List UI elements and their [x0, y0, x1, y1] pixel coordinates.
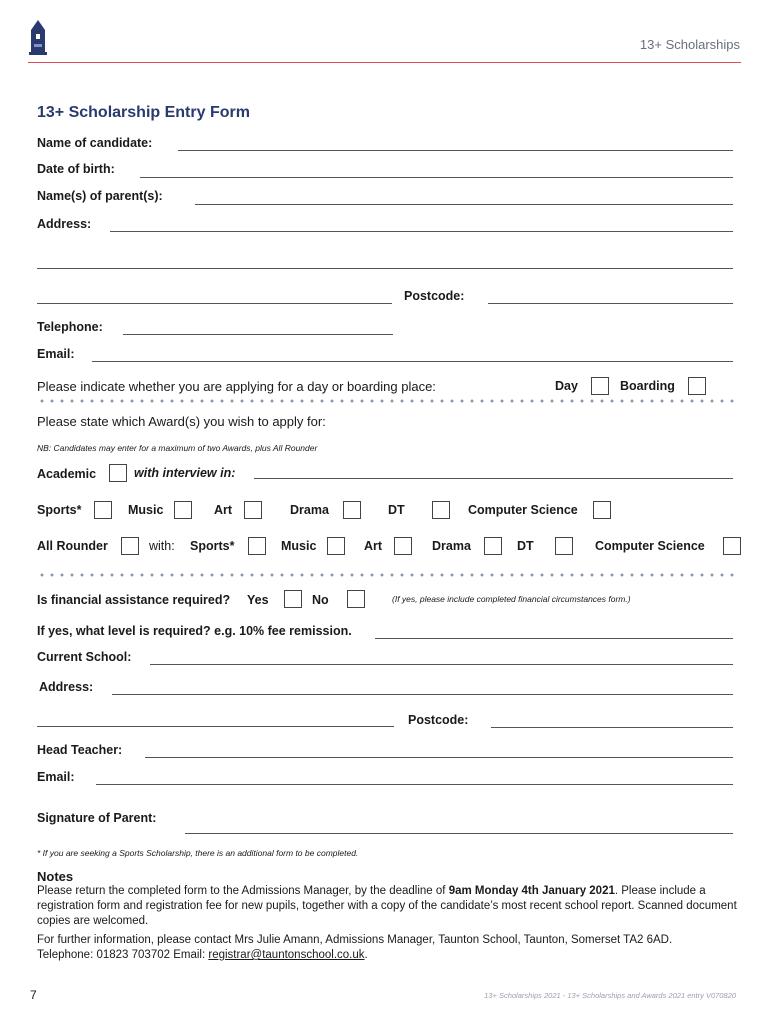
school-address-field-line-2[interactable] — [37, 726, 394, 727]
email-label: Email: — [37, 347, 75, 361]
address-field-line-2[interactable] — [37, 268, 733, 269]
address-field-line-1[interactable] — [110, 231, 733, 232]
head-teacher-field[interactable] — [145, 757, 733, 758]
ar-dt-checkbox[interactable] — [555, 537, 573, 555]
financial-yes-checkbox[interactable] — [284, 590, 302, 608]
place-question: Please indicate whether you are applying for a day or boarding place: — [37, 379, 436, 394]
telephone-field[interactable] — [123, 334, 393, 335]
page-number: 7 — [30, 988, 37, 1002]
award-dt-checkbox[interactable] — [432, 501, 450, 519]
ar-computer-science-label: Computer Science — [595, 539, 705, 553]
school-postcode-label: Postcode: — [408, 713, 469, 727]
registrar-email-link[interactable]: registrar@tauntonschool.co.uk — [208, 949, 365, 961]
interview-field[interactable] — [254, 478, 733, 479]
financial-no-checkbox[interactable] — [347, 590, 365, 608]
academic-checkbox[interactable] — [109, 464, 127, 482]
award-music-checkbox[interactable] — [174, 501, 192, 519]
day-checkbox[interactable] — [591, 377, 609, 395]
dotted-divider — [37, 399, 735, 403]
school-email-label: Email: — [37, 770, 75, 784]
fee-level-label: If yes, what level is required? e.g. 10% fee remission. — [37, 624, 352, 638]
ar-music-label: Music — [281, 539, 317, 553]
ar-dt-label: DT — [517, 539, 534, 553]
day-label: Day — [555, 379, 578, 393]
ar-art-checkbox[interactable] — [394, 537, 412, 555]
fee-level-field[interactable] — [375, 638, 733, 639]
school-email-field[interactable] — [96, 784, 733, 785]
awards-note: NB: Candidates may enter for a maximum of two Awards, plus All Rounder — [37, 443, 318, 453]
all-rounder-with-label: with: — [149, 539, 175, 553]
financial-question: Is financial assistance required? — [37, 593, 231, 607]
dob-field[interactable] — [140, 177, 733, 178]
ar-computer-science-checkbox[interactable] — [723, 537, 741, 555]
award-music-label: Music — [128, 503, 164, 517]
financial-no-label: No — [312, 593, 329, 607]
school-postcode-field[interactable] — [491, 727, 733, 728]
parents-label: Name(s) of parent(s): — [37, 189, 163, 203]
address-label: Address: — [37, 217, 92, 231]
academic-label: Academic — [37, 467, 97, 481]
notes-paragraph-1 — [37, 884, 737, 929]
tower-crest-icon — [28, 20, 48, 56]
email-field[interactable] — [92, 361, 733, 362]
financial-yes-label: Yes — [247, 593, 269, 607]
school-logo — [28, 20, 48, 56]
footer-doc-ref: 13+ Scholarships 2021 - 13+ Scholarships and Awards 2021 entry V070820 — [484, 991, 736, 1000]
sports-note: * If you are seeking a Sports Scholarship, there is an additional form to be completed. — [37, 848, 359, 858]
candidate-name-label: Name of candidate: — [37, 136, 153, 150]
current-school-label: Current School: — [37, 650, 132, 664]
award-drama-checkbox[interactable] — [343, 501, 361, 519]
form-title: 13+ Scholarship Entry Form — [37, 104, 250, 121]
all-rounder-checkbox[interactable] — [121, 537, 139, 555]
candidate-name-field[interactable] — [178, 150, 733, 151]
ar-drama-label: Drama — [432, 539, 471, 553]
financial-note: (If yes, please include completed financial circumstances form.) — [392, 594, 631, 604]
parents-field[interactable] — [195, 204, 733, 205]
notes-phone-text: Telephone: 01823 703702 Email: — [37, 949, 209, 961]
telephone-label: Telephone: — [37, 320, 103, 334]
school-address-label: Address: — [39, 680, 94, 694]
notes-heading: Notes — [37, 869, 74, 884]
postcode-label: Postcode: — [404, 289, 465, 303]
notes-p1-text: Please return the completed form to the Admissions Manager, by the deadline of — [37, 885, 449, 897]
current-school-field[interactable] — [150, 664, 733, 665]
notes-p1-rest: . Please include a registration form and registration fee for new pupils, together with a copy of the candidate’s most recent school report. Scanned document copies are welcomed. — [37, 885, 737, 927]
notes-contact-line: For further information, please contact Mrs Julie Amann, Admissions Manager, Taunton School, Taunton, Somerset TA2 6AD. — [37, 934, 673, 946]
award-dt-label: DT — [388, 503, 405, 517]
ar-sports-checkbox[interactable] — [248, 537, 266, 555]
header-section-title: 13+ Scholarships — [639, 37, 740, 52]
award-computer-science-checkbox[interactable] — [593, 501, 611, 519]
award-art-checkbox[interactable] — [244, 501, 262, 519]
dob-label: Date of birth: — [37, 162, 115, 176]
dotted-divider-2 — [37, 573, 735, 577]
boarding-checkbox[interactable] — [688, 377, 706, 395]
notes-deadline: 9am Monday 4th January 2021 — [448, 885, 615, 897]
interview-label: with interview in: — [134, 466, 236, 480]
postcode-field[interactable] — [488, 303, 733, 304]
ar-art-label: Art — [364, 539, 383, 553]
notes-phone-end: . — [364, 949, 368, 961]
boarding-label: Boarding — [620, 379, 675, 393]
award-art-label: Art — [214, 503, 233, 517]
ar-music-checkbox[interactable] — [327, 537, 345, 555]
signature-field[interactable] — [185, 833, 733, 834]
award-computer-science-label: Computer Science — [468, 503, 578, 517]
signature-label: Signature of Parent: — [37, 811, 157, 825]
awards-question: Please state which Award(s) you wish to apply for: — [37, 414, 326, 429]
school-address-field[interactable] — [112, 694, 733, 695]
notes-paragraph-2 — [37, 933, 737, 963]
address-field-line-3[interactable] — [37, 303, 392, 304]
notes-phone-line — [37, 948, 737, 963]
award-drama-label: Drama — [290, 503, 329, 517]
award-sports-checkbox[interactable] — [94, 501, 112, 519]
all-rounder-label: All Rounder — [37, 539, 108, 553]
award-sports-label: Sports* — [37, 503, 82, 517]
ar-drama-checkbox[interactable] — [484, 537, 502, 555]
header-rule — [28, 62, 741, 63]
ar-sports-label: Sports* — [190, 539, 235, 553]
head-teacher-label: Head Teacher: — [37, 743, 123, 757]
